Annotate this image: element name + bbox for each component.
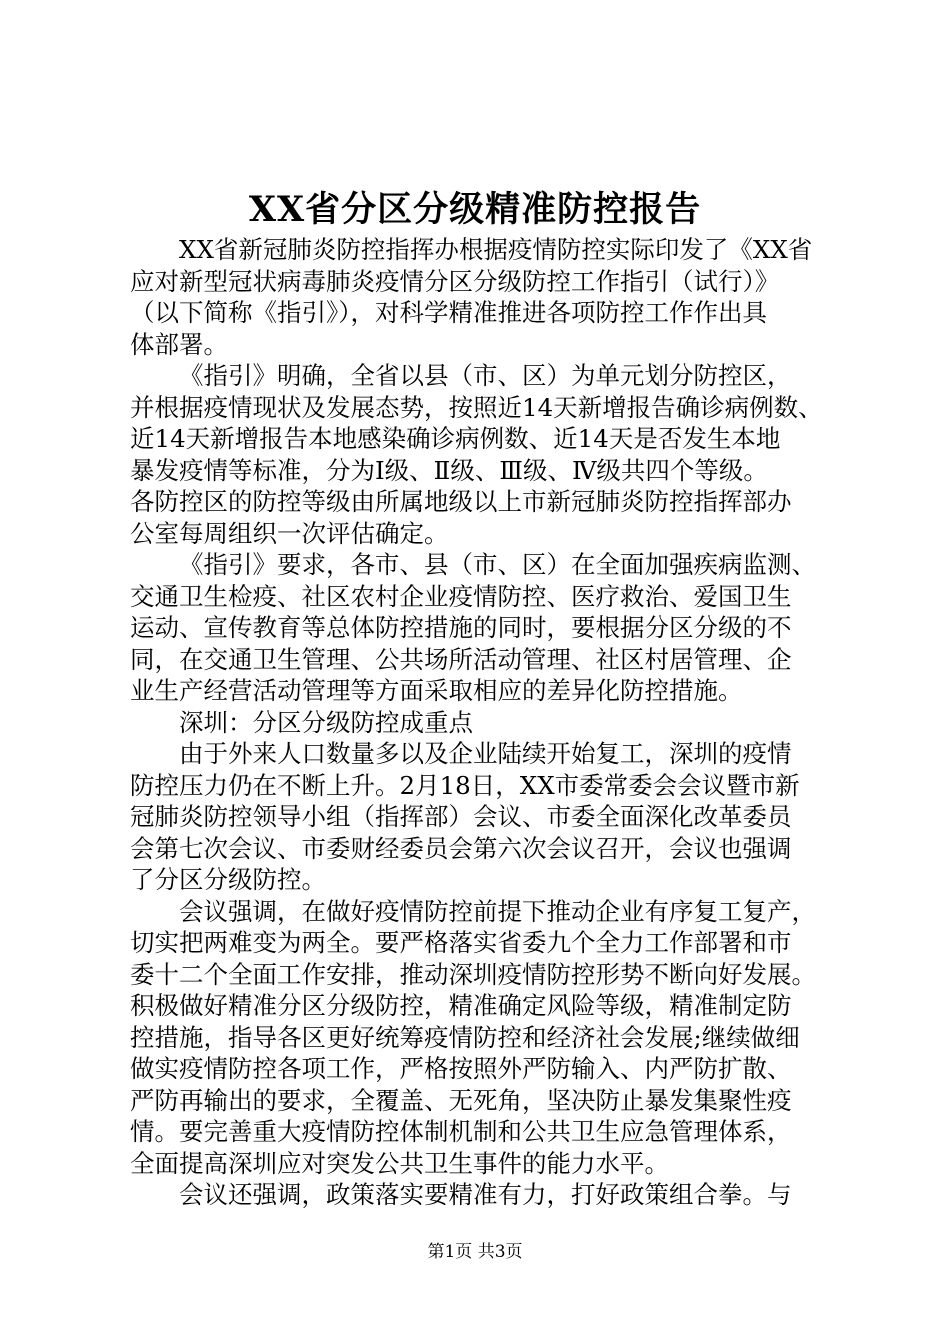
text-line: 控措施，指导各区更好统筹疫情防控和经济社会发展;继续做细 [130,1022,800,1052]
document-body [130,234,830,1211]
text-line: 严防再输出的要求，全覆盖、无死角，坚决防止暴发集聚性疫 [130,1085,792,1115]
text-line: 公室每周组织一次评估确定。 [130,518,449,548]
text-line: 并根据疫情现状及发展态势，按照近14天新增报告确诊病例数、 [130,392,823,422]
text-line: 防控压力仍在不断上升。2月18日，XX市委常委会会议暨市新 [130,770,800,800]
text-line: 由于外来人口数量多以及企业陆续开始复工，深圳的疫情 [179,739,792,768]
text-line: 同，在交通卫生管理、公共场所活动管理、社区村居管理、企 [130,644,792,674]
text-line: 暴发疫情等标准，分为Ⅰ级、Ⅱ级、Ⅲ级、Ⅳ级共四个等级。 [130,455,768,485]
text-line: （以下简称《指引》），对科学精准推进各项防控工作作出具 [130,298,767,327]
text-line: 会议强调，在做好疫情防控前提下推动企业有序复工复产， [179,896,816,926]
text-line: 交通卫生检疫、社区农村企业疫情防控、医疗救治、爱国卫生 [130,581,792,611]
text-line: 近14天新增报告本地感染确诊病例数、近14天是否发生本地 [130,424,781,453]
text-line: 《指引》要求，各市、县（市、区）在全面加强疾病监测、 [179,550,816,579]
text-line: 全面提高深圳应对突发公共卫生事件的能力水平。 [130,1148,669,1178]
text-line: 各防控区的防控等级由所属地级以上市新冠肺炎防控指挥部办 [130,487,792,516]
text-line: 会第七次会议、市委财经委员会第六次会议召开，会议也强调 [130,833,792,863]
text-line: 会议还强调，政策落实要精准有力，打好政策组合拳。与 [179,1180,792,1209]
text-line: 切实把两难变为两全。要严格落实省委九个全力工作部署和市 [130,928,792,957]
text-line: 冠肺炎防控领导小组（指挥部）会议、市委全面深化改革委员 [130,802,792,831]
text-line: 《指引》明确，全省以县（市、区）为单元划分防控区， [179,361,792,390]
text-line: 做实疫情防控各项工作，严格按照外严防输入、内严防扩散、 [130,1054,792,1083]
text-line: 业生产经营活动管理等方面采取相应的差异化防控措施。 [130,676,743,705]
text-line: 体部署。 [130,329,228,359]
text-line: 委十二个全面工作安排，推动深圳疫情防控形势不断向好发展。 [130,959,816,989]
text-line: 运动、宣传教育等总体防控措施的同时，要根据分区分级的不 [130,613,792,642]
text-line: 深圳：分区分级防控成重点 [179,707,473,737]
text-line: 应对新型冠状病毒肺炎疫情分区分级防控工作指引（试行）》 [130,266,780,296]
page-indicator: 第1页 共3页 [427,1242,523,1262]
text-line: 了分区分级防控。 [130,865,326,894]
text-line: 积极做好精准分区分级防控，精准确定风险等级，精准制定防 [130,991,792,1020]
text-line: XX省新冠肺炎防控指挥办根据疫情防控实际印发了《XX省 [179,235,813,264]
text-line: 情。要完善重大疫情防控体制机制和公共卫生应急管理体系， [130,1117,792,1146]
document-title: XX省分区分级精准防控报告 [248,189,702,230]
